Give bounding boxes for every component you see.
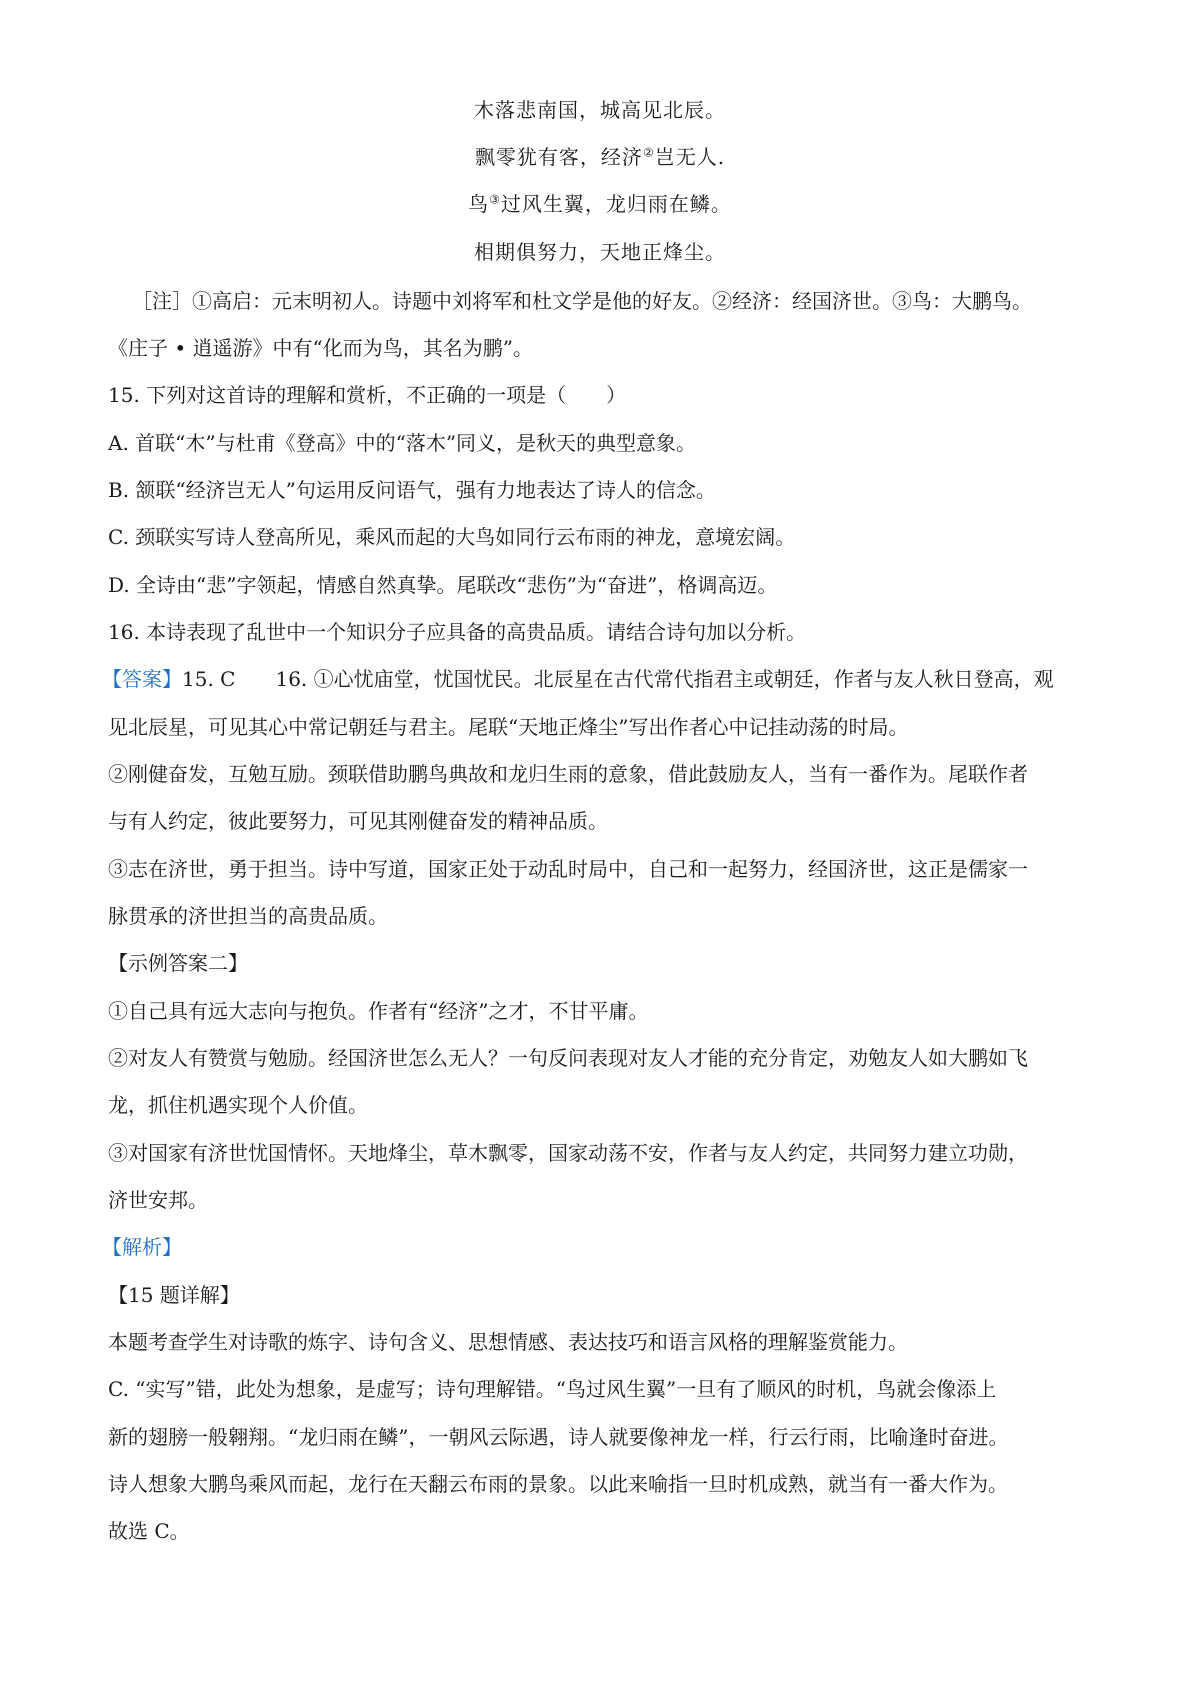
question-15-option-c: C. 颈联实写诗人登高所见，乘风而起的大鸟如同行云布雨的神龙，意境宏阔。 [108, 525, 796, 549]
answer-line-5: ③志在济世，勇于担当。诗中写道，国家正处于动乱时局中，自己和一起努力，经国济世，这正是儒家一 [108, 857, 1028, 881]
answer-line-4: 与有人约定，彼此要努力，可见其刚健奋发的精神品质。 [108, 809, 608, 833]
analysis-line-3: 新的翅膀一般翱翔。“龙归雨在鳞”，一朝风云际遇，诗人就要像神龙一样，行云行雨，比喻逢时奋进。 [108, 1425, 1009, 1449]
footnote-marker-2: ② [642, 145, 655, 160]
answer-line-3: ②刚健奋发，互勉互励。颈联借助鹏鸟典故和龙归生雨的意象，借此鼓励友人，当有一番作为。尾联作者 [108, 762, 1028, 786]
answer-line-1: 【答案】15. C 16. ①心忧庙堂，忧国忧民。北辰星在古代常代指君主或朝廷，作者与友人秋日登高，观 [102, 667, 1054, 691]
question-15-option-b: B. 颔联“经济岂无人”句运用反问语气，强有力地表达了诗人的信念。 [108, 478, 716, 502]
example-answer-2-line-5: 济世安邦。 [108, 1188, 208, 1212]
poem-line-1: 木落悲南国，城高见北辰。 [474, 98, 726, 122]
poem-line-4: 相期俱努力，天地正烽尘。 [474, 240, 726, 264]
example-answer-2-line-3: 龙，抓住机遇实现个人价值。 [108, 1093, 368, 1117]
answer-line-2: 见北辰星，可见其心中常记朝廷与君主。尾联“天地正烽尘”写出作者心中记挂动荡的时局。 [108, 715, 909, 739]
analysis-q15-title: 【15 题详解】 [108, 1283, 240, 1307]
analysis-line-1: 本题考查学生对诗歌的炼字、诗句含义、思想情感、表达技巧和语言风格的理解鉴赏能力。 [108, 1330, 908, 1354]
question-16-stem: 16. 本诗表现了乱世中一个知识分子应具备的高贵品质。请结合诗句加以分析。 [108, 620, 807, 644]
poem-line-3: 鸟③过风生翼，龙归雨在鳞。 [468, 192, 732, 216]
question-15-option-d: D. 全诗由“悲”字领起，情感自然真挚。尾联改“悲伤”为“奋进”，格调高迈。 [108, 573, 778, 597]
example-answer-2-line-1: ①自己具有远大志向与抱负。作者有“经济”之才，不甘平庸。 [108, 999, 649, 1023]
example-answer-2-line-4: ③对国家有济世忧国情怀。天地烽尘，草木飘零，国家动荡不安，作者与友人约定，共同努力建立功勋， [108, 1141, 1028, 1165]
note-line-1: ［注］①高启：元末明初人。诗题中刘将军和杜文学是他的好友。②经济：经国济世。③鸟：大鹏鸟。 [132, 289, 1032, 313]
answer-line-6: 脉贯承的济世担当的高贵品质。 [108, 904, 388, 928]
answer-label: 【答案】 [102, 667, 182, 691]
poem-line-2: 飘零犹有客，经济②岂无人. [474, 145, 726, 169]
question-15-option-a: A. 首联“木”与杜甫《登高》中的“落木”同义，是秋天的典型意象。 [108, 431, 697, 455]
footnote-marker-3: ③ [489, 192, 501, 207]
note-line-2: 《庄子 • 逍遥游》中有“化而为鸟，其名为鹏”。 [108, 336, 533, 360]
example-answer-2-line-2: ②对友人有赞赏与勉励。经国济世怎么无人？一句反问表现对友人才能的充分肯定，劝勉友人如大鹏如飞 [108, 1046, 1028, 1070]
analysis-label: 【解析】 [102, 1235, 182, 1259]
analysis-line-2: C. “实写”错，此处为想象，是虚写；诗句理解错。“鸟过风生翼”一旦有了顺风的时机，鸟就会像添上 [108, 1377, 997, 1401]
analysis-line-5: 故选 C。 [108, 1519, 190, 1543]
question-15-stem: 15. 下列对这首诗的理解和赏析，不正确的一项是（ ） [108, 383, 627, 407]
example-answer-2-title: 【示例答案二】 [108, 951, 248, 975]
analysis-line-4: 诗人想象大鹏鸟乘风而起，龙行在天翻云布雨的景象。以此来喻指一旦时机成熟，就当有一番大作为。 [108, 1472, 1008, 1496]
